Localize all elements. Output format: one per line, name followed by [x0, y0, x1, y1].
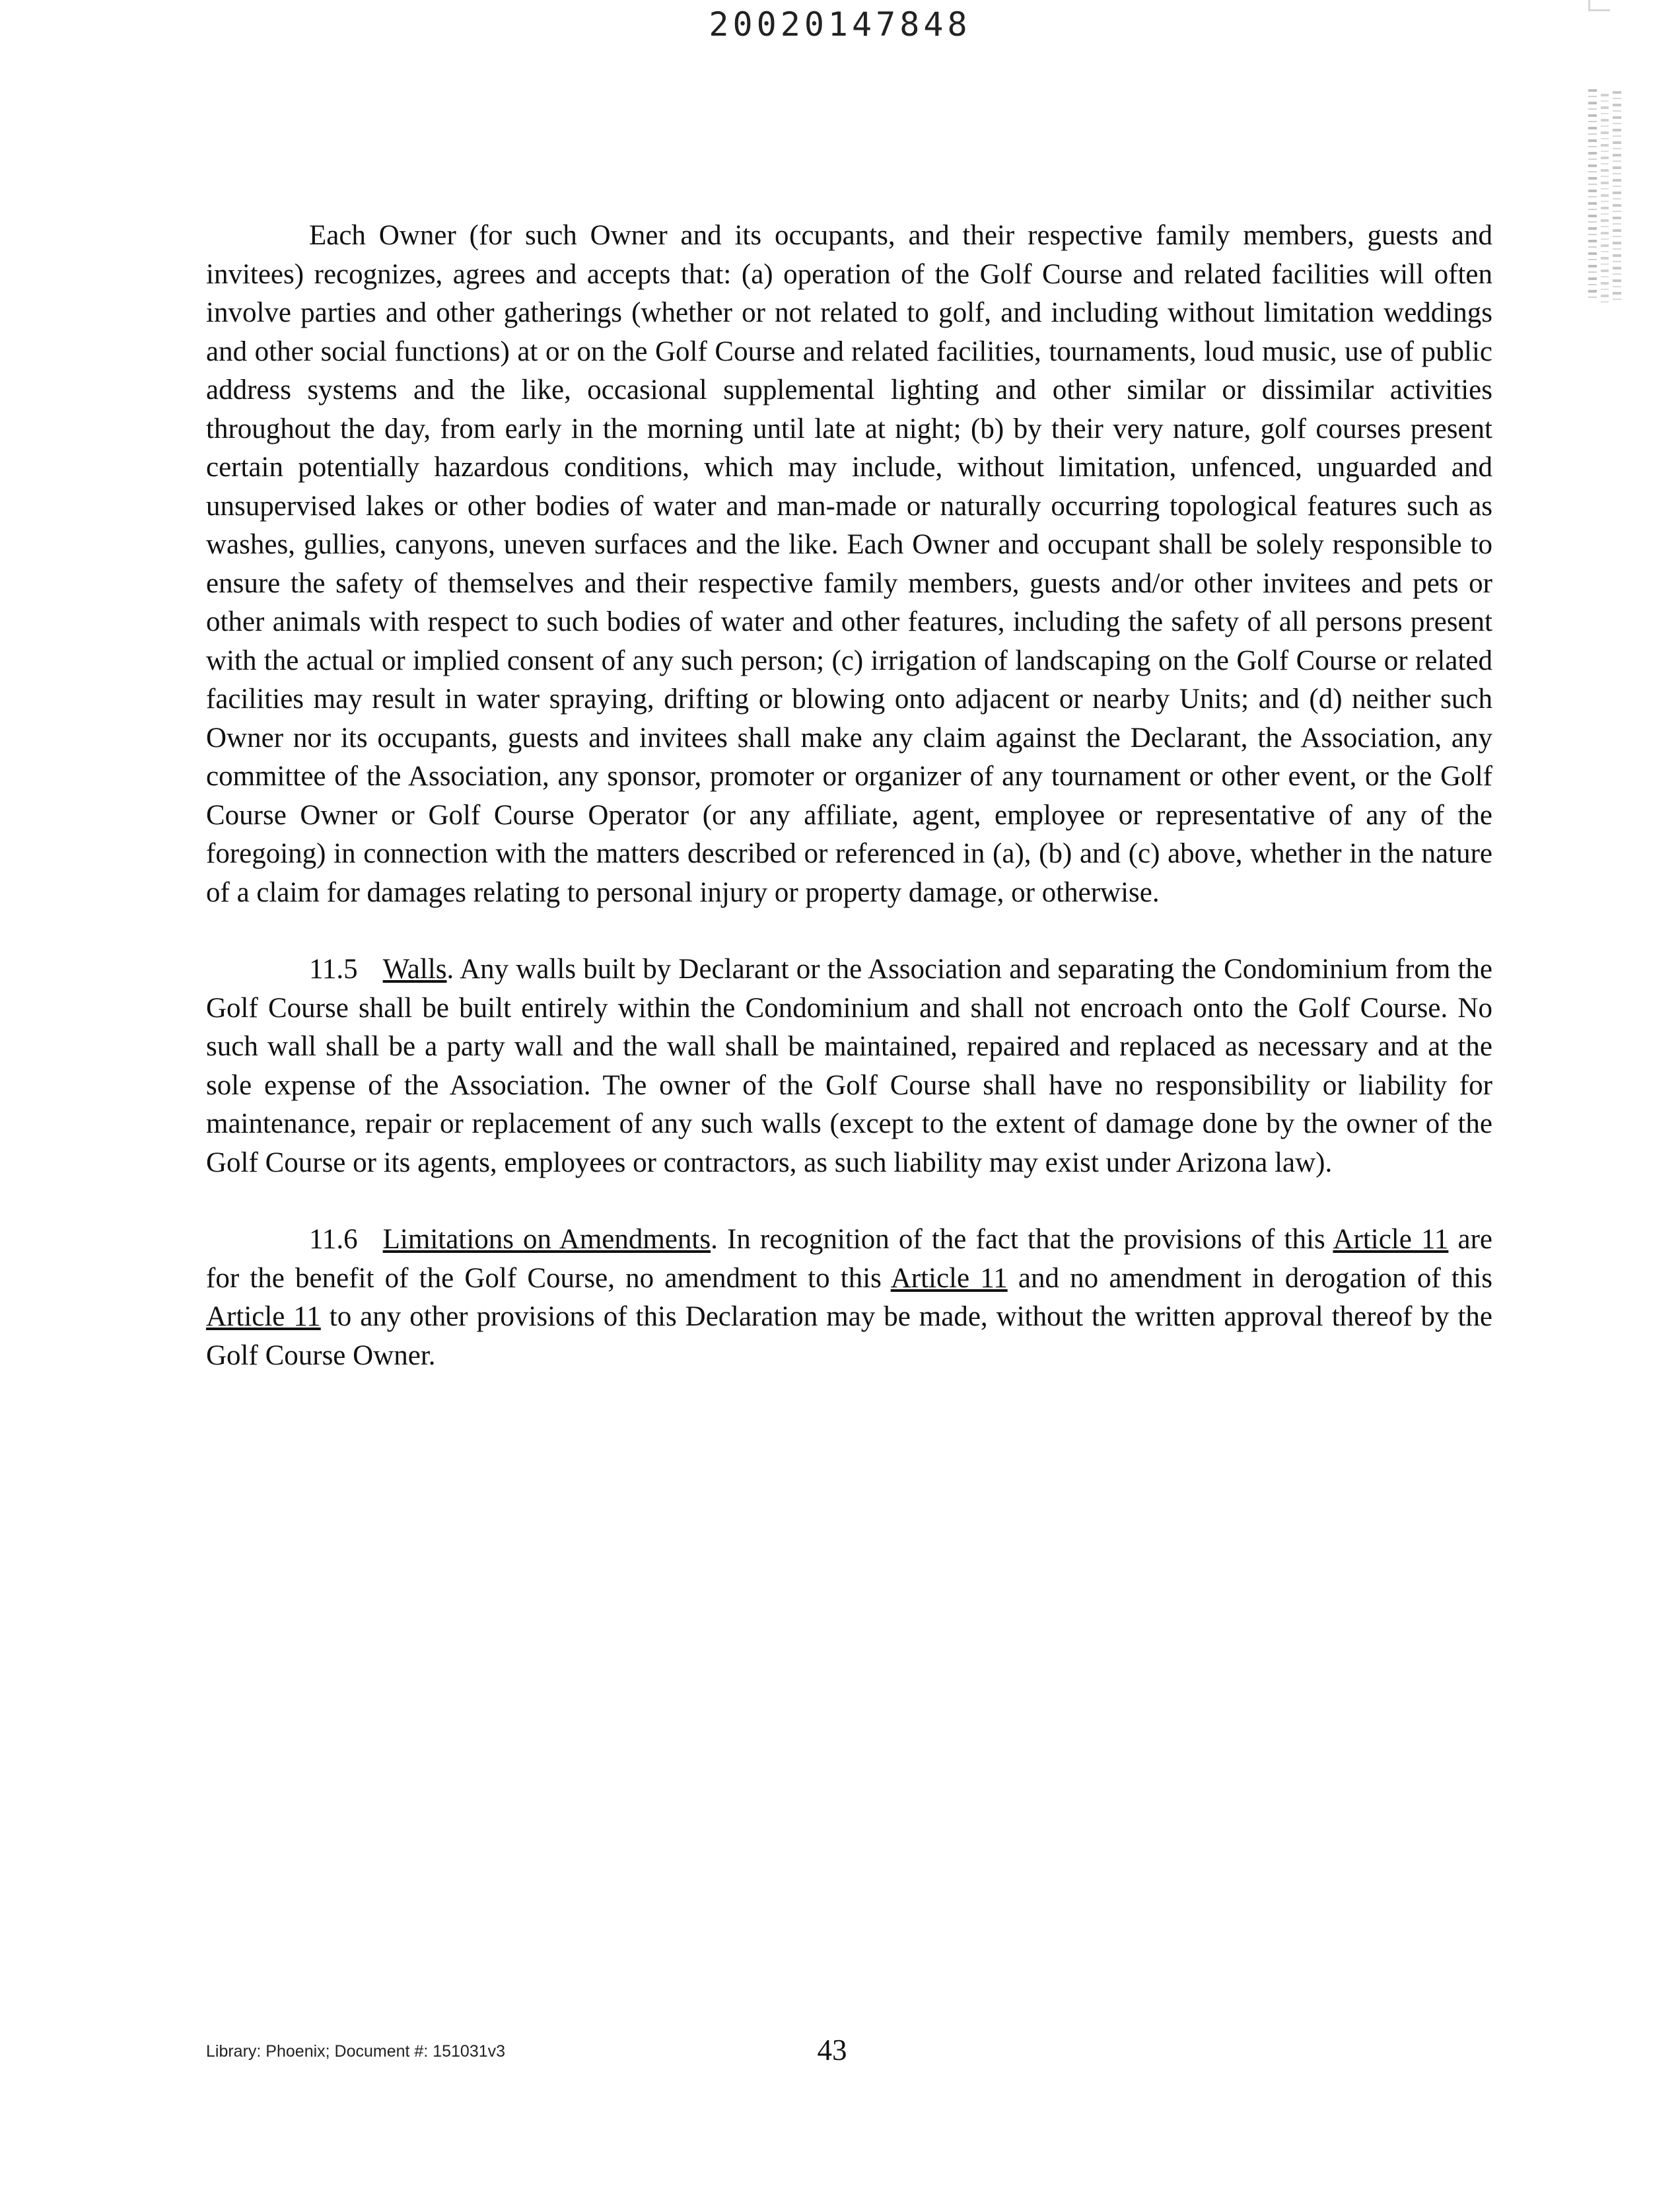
- section-heading: Limitations on Amendments: [382, 1224, 711, 1255]
- section-text: . Any walls built by Declarant or the Association and separating the Condominium from the Golf Course shall be built entirely within the Condominium and shall not encroach onto the Golf Course. No such wall shall be a party wall and the wall shall be maintained, repaired and replaced as necessary and at the sole expense of the Association. The owner of the Golf Course shall have no responsibility or liability for maintenance, repair or replacement of any such walls (except to the extent of damage done by the owner of the Golf Course or its agents, employees or contractors, as such liability may exist under Arizona law).: [206, 954, 1492, 1178]
- recording-number: 20020147848: [709, 5, 971, 44]
- section-text: are for the benefit of the Golf Course, no amendment to this: [206, 1224, 1492, 1294]
- section-heading: Walls: [382, 954, 447, 985]
- footer-document-id: Library: Phoenix; Document #: 151031v3: [206, 2042, 506, 2061]
- section-11-6: [206, 1221, 1492, 1375]
- section-text: . In recognition of the fact that the provisions of this: [711, 1224, 1333, 1255]
- section-text: to any other provisions of this Declaration may be made, without the written approval thereof by the Golf Course Owner.: [206, 1301, 1492, 1371]
- section-11-5: [206, 950, 1492, 1182]
- section-number: 11.5: [309, 954, 358, 985]
- article-reference: Article 11: [1333, 1224, 1449, 1255]
- margin-recording-stamp: [1588, 89, 1621, 301]
- article-reference: Article 11: [890, 1262, 1008, 1294]
- document-body: [206, 217, 1492, 1375]
- paragraph-owner-acknowledgement: Each Owner (for such Owner and its occupants, and their respective family members, guests and invitees) recognizes, agrees and accepts that: (a) operation of the Golf Course and related facilities will often involve parties and other gatherings (whether or not related to golf, and including without limitation weddings and other social functions) at or on the Golf Course and related facilities, tournaments, loud music, use of public address systems and the like, occasional supplemental lighting and other similar or dissimilar activities throughout the day, from early in the morning until late at night; (b) by their very nature, golf courses present certain potentially hazardous conditions, which may include, without limitation, unfenced, unguarded and unsupervised lakes or other bodies of water and man-made or naturally occurring topological features such as washes, gullies, canyons, uneven surfaces and the like. Each Owner and occupant shall be solely responsible to ensure the safety of themselves and their respective family members, guests and/or other invitees and pets or other animals with respect to such bodies of water and other features, including the safety of all persons present with the actual or implied consent of any such person; (c) irrigation of landscaping on the Golf Course or related facilities may result in water spraying, drifting or blowing onto adjacent or nearby Units; and (d) neither such Owner nor its occupants, guests and invitees shall make any claim against the Declarant, the Association, any committee of the Association, any sponsor, promoter or organizer of any tournament or other event, or the Golf Course Owner or Golf Course Operator (or any affiliate, agent, employee or representative of any of the foregoing) in connection with the matters described or referenced in (a), (b) and (c) above, whether in the nature of a claim for damages relating to personal injury or property damage, or otherwise.: [206, 220, 1492, 908]
- section-number: 11.6: [309, 1224, 358, 1255]
- page-number: 43: [817, 2034, 847, 2067]
- section-text: and no amendment in derogation of this: [1007, 1262, 1492, 1294]
- article-reference: Article 11: [206, 1301, 321, 1332]
- corner-scan-mark: [1588, 0, 1610, 11]
